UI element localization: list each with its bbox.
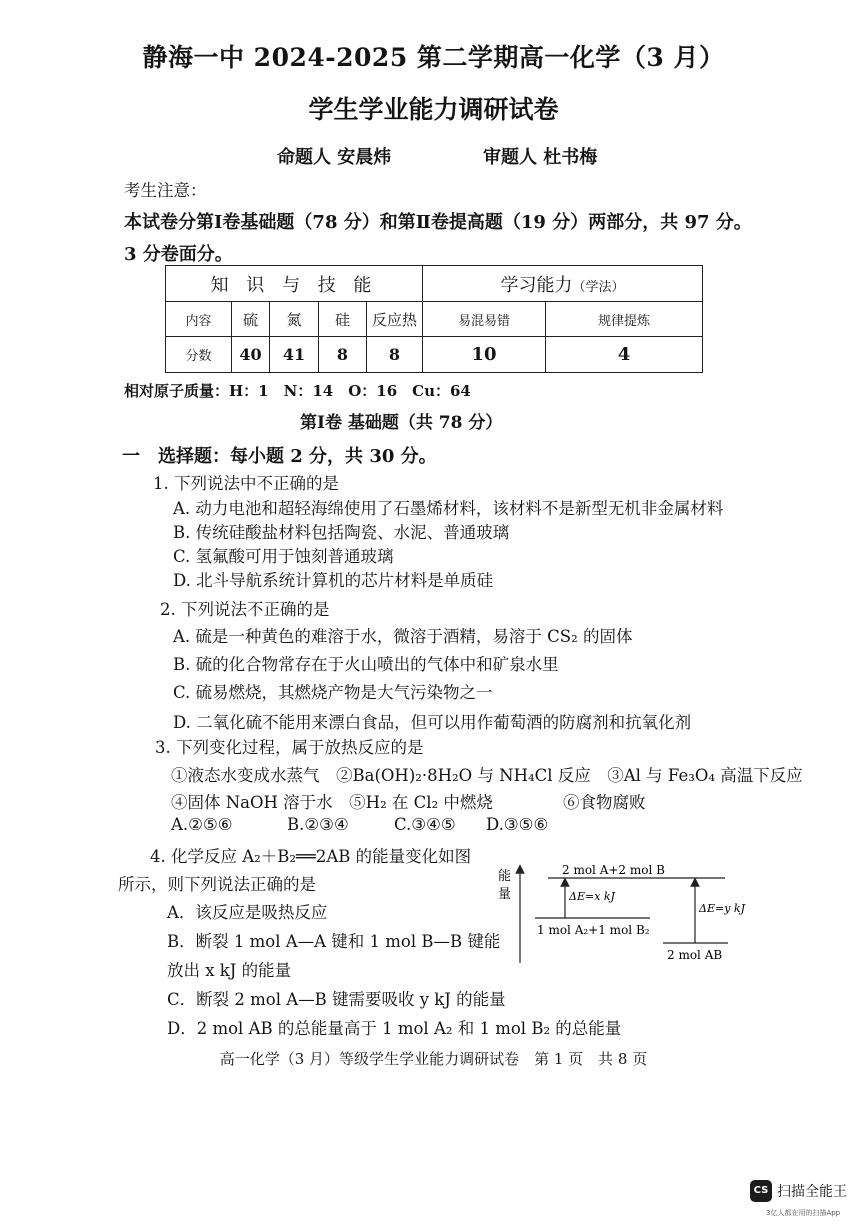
section-title: 第Ⅰ卷 基础题（共 78 分）	[300, 413, 503, 433]
q2-option-a: A. 硫是一种黄色的难溶于水，微溶于酒精，易溶于 CS₂ 的固体	[173, 627, 633, 646]
table-score-cell: 8	[319, 337, 367, 373]
scanner-app-slogan: 3亿人都在用的扫描App	[766, 1209, 841, 1217]
q2-stem: 2. 下列说法不正确的是	[160, 600, 330, 619]
q1-option-a: A. 动力电池和超轻海绵使用了石墨烯材料，该材料不是新型无机非金属材料	[173, 499, 724, 518]
q3-stem: 3. 下列变化过程，属于放热反应的是	[155, 738, 424, 757]
q4-option-a: A．该反应是吸热反应	[167, 903, 328, 922]
table-header-cell: 硫	[232, 302, 270, 337]
q3-items-line-2: ④固体 NaOH 溶于水 ⑤H₂ 在 Cl₂ 中燃烧	[171, 793, 493, 812]
table-row-label-content: 内容	[166, 302, 232, 337]
q3-option-a: A.②⑤⑥	[171, 815, 233, 834]
q1-option-d: D. 北斗导航系统计算机的芯片材料是单质硅	[173, 571, 494, 590]
q4-option-b: B．断裂 1 mol A—A 键和 1 mol B—B 键能	[167, 932, 501, 951]
table-group-learning-ability: 学习能力（学法）	[423, 266, 703, 302]
part-heading: 一 选择题：每小题 2 分，共 30 分。	[122, 446, 437, 467]
q4-option-d: D．2 mol AB 的总能量高于 1 mol A₂ 和 1 mol B₂ 的总能量	[167, 1019, 622, 1038]
table-row-label-score: 分数	[166, 337, 232, 373]
level-top-label: 2 mol A+2 mol B	[562, 863, 665, 877]
q3-item-6: ⑥食物腐败	[563, 793, 646, 812]
axis-label-energy-2: 量	[498, 887, 512, 902]
table-score-cell: 10	[423, 337, 546, 373]
q4-option-c: C．断裂 2 mol A—B 键需要吸收 y kJ 的能量	[167, 990, 506, 1009]
question-setter: 命题人 安晨炜	[277, 147, 392, 168]
q3-items-line-1: ①液态水变成水蒸气 ②Ba(OH)₂·8H₂O 与 NH₄Cl 反应 ③Al 与 Fe₃O₄ 高温下反应	[171, 766, 803, 785]
table-score-cell: 8	[367, 337, 423, 373]
energy-level-diagram	[490, 855, 760, 970]
q2-option-c: C. 硫易燃烧，其燃烧产物是大气污染物之一	[173, 683, 493, 702]
page-footer: 高一化学（3 月）等级学生学业能力调研试卷 第 1 页 共 8 页	[219, 1050, 648, 1068]
table-score-cell: 40	[232, 337, 270, 373]
q4-stem-line-2: 所示，则下列说法正确的是	[118, 875, 316, 894]
table-header-cell: 硅	[319, 302, 367, 337]
q1-option-c: C. 氢氟酸可用于蚀刻普通玻璃	[173, 547, 394, 566]
q4-stem-line-1: 4. 化学反应 A₂＋B₂══2AB 的能量变化如图	[150, 847, 472, 866]
table-header-cell: 氮	[270, 302, 319, 337]
level-low-label: 2 mol AB	[667, 948, 723, 962]
axis-label-energy-1: 能	[498, 869, 512, 884]
table-group-knowledge-skills: 知 识 与 技 能	[166, 266, 423, 302]
level-mid-label: 1 mol A₂+1 mol B₂	[537, 923, 650, 937]
table-score-cell: 41	[270, 337, 319, 373]
scanner-logo-icon: CS	[750, 1180, 772, 1202]
exam-title: 静海一中 2024-2025 第二学期高一化学（3 月）	[142, 43, 725, 72]
q2-option-d: D. 二氧化硫不能用来漂白食品，但可以用作葡萄酒的防腐剂和抗氧化剂	[173, 713, 692, 732]
q3-option-d: D.③⑤⑥	[486, 815, 549, 834]
table-header-cell: 反应热	[367, 302, 423, 337]
notice-heading: 考生注意：	[124, 181, 207, 200]
notice-line-2: 3 分卷面分。	[124, 244, 233, 265]
score-distribution-table	[165, 265, 703, 373]
scanner-app-name: 扫描全能王	[777, 1184, 847, 1200]
delta-x-label: ΔE=x kJ	[569, 890, 615, 903]
exam-subtitle: 学生学业能力调研试卷	[308, 95, 559, 124]
question-reviewer: 审题人 杜书梅	[483, 147, 598, 168]
table-score-cell: 4	[546, 337, 703, 373]
notice-line-1: 本试卷分第Ⅰ卷基础题（78 分）和第Ⅱ卷提高题（19 分）两部分，共 97 分。	[124, 212, 752, 233]
delta-y-label: ΔE=y kJ	[699, 902, 745, 915]
table-header-cell: 规律提炼	[546, 302, 703, 337]
q1-stem: 1. 下列说法中不正确的是	[153, 474, 339, 493]
table-header-cell: 易混易错	[423, 302, 546, 337]
q3-option-b: B.②③④	[287, 815, 349, 834]
q4-option-b-cont: 放出 x kJ 的能量	[167, 961, 292, 980]
atomic-masses: 相对原子质量：H：1 N：14 O：16 Cu：64	[124, 382, 471, 400]
q1-option-b: B. 传统硅酸盐材料包括陶瓷、水泥、普通玻璃	[173, 523, 510, 542]
q2-option-b: B. 硫的化合物常存在于火山喷出的气体中和矿泉水里	[173, 655, 559, 674]
q3-option-c: C.③④⑤	[394, 815, 456, 834]
